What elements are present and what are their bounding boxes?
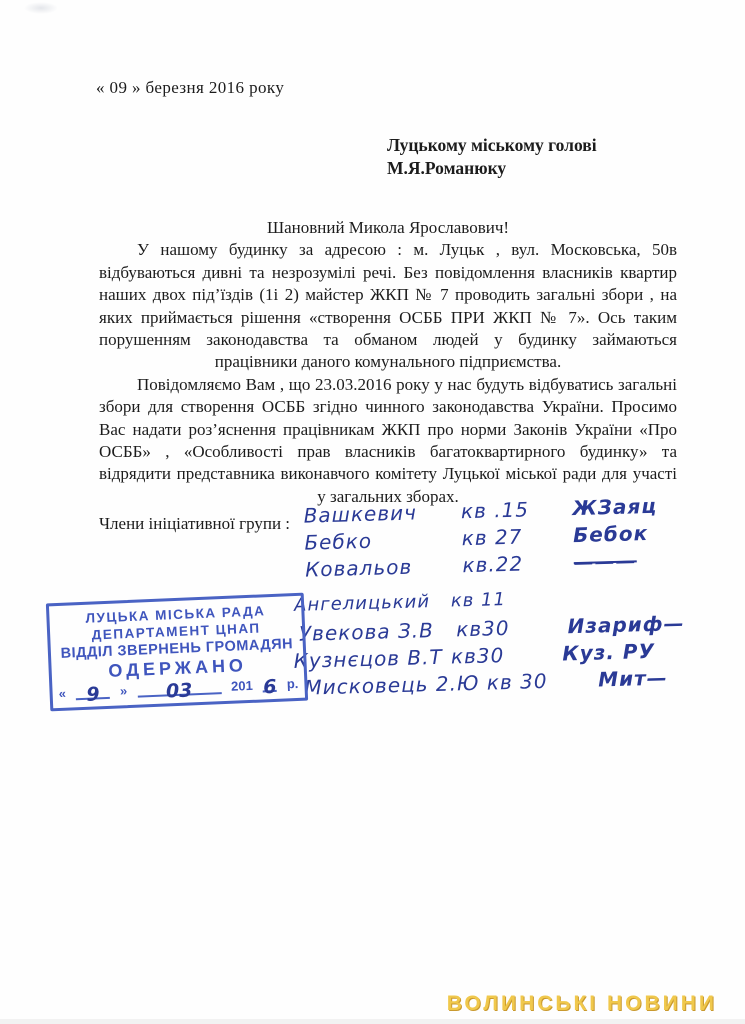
signature-scrawl: Мит—: [597, 665, 668, 692]
signer-name: Увекова З.В: [298, 618, 435, 646]
handwritten-year-digit: 6: [262, 675, 277, 699]
stamp-org-line2: ДЕПАРТАМЕНТ ЦНАП: [91, 620, 261, 643]
signer-name: Вашкевич: [303, 500, 418, 528]
signer-apartment: кв 30: [486, 668, 548, 695]
addressee-name: М.Я.Романюку: [387, 158, 507, 178]
scan-edge-strip: [0, 1019, 745, 1024]
news-watermark: ВОЛИНСЬКІ НОВИНИ: [446, 992, 717, 1015]
signer-name: Ангелицький: [293, 591, 431, 616]
letter-body: [99, 217, 677, 508]
signature-scrawl: Бебок: [572, 521, 649, 548]
addressee-title: Луцькому міському голові: [387, 135, 597, 155]
signer-name: Ковальов: [304, 554, 413, 582]
handwritten-signatures: [293, 492, 708, 702]
addressee-block: [387, 134, 597, 180]
stamp-quote-open: «: [58, 685, 67, 701]
signer-apartment: кв 11: [450, 589, 507, 612]
signer-name: Мисковець 2.Ю: [304, 670, 480, 700]
signer-apartment: кв 27: [461, 524, 523, 551]
stamp-received-label: ОДЕРЖАНО: [107, 655, 248, 681]
signature-scrawl: Изариф—: [567, 611, 685, 639]
received-stamp: [46, 593, 308, 712]
paragraph-2: Повідомляємо Вам , що 23.03.2016 року у нас будуть відбуватись загальні збори для створення ОСББ згідно чинного законодавства України. Просимо Вас надати роз’яснення працівникам ЖКП про норми Законів України «Про ОСББ» , «Особливості прав власників багатоквартирного будинку» та відрядити представника виконавчого комітету Луцької міської ради для участі у загальних зборах.: [99, 374, 677, 506]
signer-name: Кузнєцов В.Т: [293, 644, 443, 673]
paragraph-1: У нашому будинку за адресою : м. Луцьк , вул. Московська, 50в відбуваються дивні та незрозумілі речі. Без повідомлення власників квартир наших двох під’їздів (1і 2) майстер ЖКП № 7 проводить загальні збори , на яких приймається рішення «створення ОСББ ПРИ ЖКП № 7». Ось таким порушенням законодавства та обманом людей у будинку займаються працівники даного комунального підприємства.: [99, 240, 677, 372]
letter-date: « 09 » березня 2016 року: [96, 78, 285, 97]
signer-apartment: кв30: [450, 643, 505, 669]
signer-apartment: кв.22: [462, 551, 524, 578]
signer-name: Бебко: [304, 528, 373, 555]
handwritten-month: 03: [165, 679, 193, 703]
stamp-year-suffix: р.: [286, 675, 299, 692]
salutation: Шановний Микола Ярославович!: [266, 218, 510, 237]
stamp-year-printed: 201: [230, 677, 254, 694]
stamp-day-blank: [76, 683, 111, 706]
signature-scrawl: Куз. РУ: [561, 638, 656, 666]
stamp-org-line3: ВІДДІЛ ЗВЕРНЕНЬ ГРОМАДЯН: [60, 636, 294, 662]
signer-apartment: кв .15: [460, 497, 530, 524]
stamp-year-blank: [262, 675, 278, 699]
stamp-org-line1: ЛУЦЬКА МІСЬКА РАДА: [85, 603, 266, 626]
members-label: Члени ініціативної групи :: [99, 514, 291, 533]
signature-scrawl: ЖЗаяц: [571, 493, 658, 521]
stamp-month-blank: [137, 679, 222, 703]
handwritten-day: 9: [85, 683, 101, 706]
signer-apartment: кв30: [455, 615, 510, 642]
stamp-quote-close: »: [119, 683, 128, 699]
scan-smudge: [24, 2, 58, 14]
signature-scrawl: ———: [573, 548, 638, 575]
